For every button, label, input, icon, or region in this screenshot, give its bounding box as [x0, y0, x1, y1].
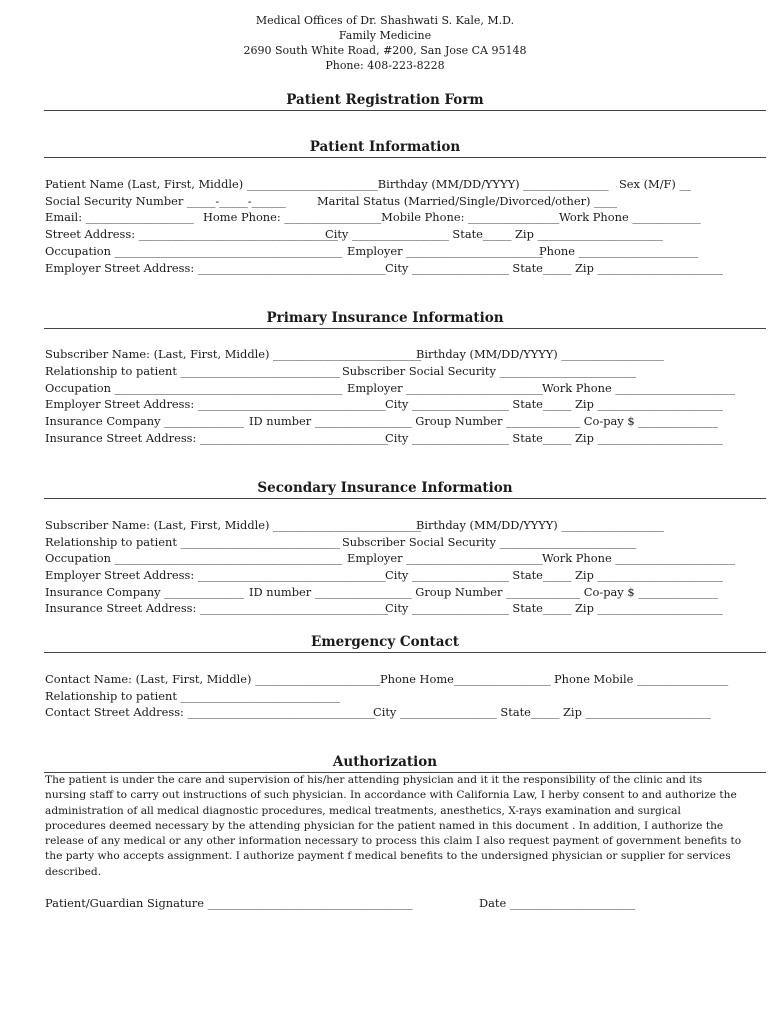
insurance-company-field[interactable]: Insurance Company ______________ [45, 414, 244, 428]
occupation-field[interactable]: Occupation ________________________________________ [45, 381, 343, 395]
insurance-address-field[interactable]: Insurance Street Address: _________________________________ [45, 431, 388, 445]
contact-city-state-zip-field[interactable]: City _________________ State_____ Zip ______________________ [373, 705, 711, 719]
section-title-primary-insurance: Primary Insurance Information [266, 310, 504, 326]
subscriber-birthday-field[interactable]: Birthday (MM/DD/YYYY) __________________ [416, 518, 664, 532]
work-phone-field[interactable]: Work Phone ____________ [559, 210, 701, 224]
divider [44, 498, 766, 499]
section-title-authorization: Authorization [332, 754, 438, 770]
work-phone-field[interactable]: Work Phone _____________________ [542, 381, 735, 395]
sex-field[interactable]: Sex (M/F) __ [619, 177, 691, 191]
form-line [45, 431, 723, 487]
occupation-field[interactable]: Occupation ________________________________________ [45, 244, 343, 258]
authorization-text: The patient is under the care and supervision of his/her attending physician and it it the responsibility of the clinic and its nursing staff to carry out instructions of such physician. In accordance with California Law, I herby consent to and authorize the administration of all medical diagnostic procedures, medical treatments, anesthetics, X-rays examination and surgical procedures deemed necessary by the attending physician for the patient named in this document . In addition, I authorize the release of any medical or any other information necessary to process this claim I also request payment of government benefits to the party who accepts assignment. I authorize payment f medical benefits to the undersigned physician or supplier for services described. [45, 774, 742, 878]
patient-name-birthday-field[interactable]: Patient Name (Last, First, Middle) _______________________Birthday (MM/DD/YYYY) _______________ [45, 177, 609, 191]
insurance-city-state-zip-field[interactable]: City _________________ State_____ Zip ______________________ [385, 601, 723, 615]
contact-phone-mobile-field[interactable]: Phone Mobile ________________ [554, 672, 729, 686]
employer-city-state-zip-field[interactable]: City _________________ State_____ Zip ______________________ [385, 568, 723, 582]
ssn-field[interactable]: Social Security Number _____-_____-______ [45, 194, 286, 208]
subscriber-name-field[interactable]: Subscriber Name: (Last, First, Middle) __________________________ [45, 347, 422, 361]
employer-address-field[interactable]: Employer Street Address: _________________________________ [45, 397, 386, 411]
employer-city-state-zip-field[interactable]: City _________________ State_____ Zip ______________________ [385, 397, 723, 411]
relationship-field[interactable]: Relationship to patient ____________________________ [45, 535, 341, 549]
date-field[interactable]: Date ______________________ [479, 896, 636, 910]
employer-field[interactable]: Employer ________________________ [347, 551, 543, 565]
employer-city-state-zip-field[interactable]: City _________________ State_____ Zip ______________________ [385, 261, 723, 275]
contact-name-field[interactable]: Contact Name: (Last, First, Middle) ______________________ [45, 672, 381, 686]
practice-address: 2690 South White Road, #200, San Jose CA 95148 [243, 44, 527, 57]
subscriber-birthday-field[interactable]: Birthday (MM/DD/YYYY) __________________ [416, 347, 664, 361]
insurance-city-state-zip-field[interactable]: City _________________ State_____ Zip ______________________ [385, 431, 723, 445]
signature-field[interactable]: Patient/Guardian Signature ____________________________________ [45, 896, 413, 910]
form-title: Patient Registration Form [286, 92, 484, 108]
occupation-field[interactable]: Occupation ________________________________________ [45, 551, 343, 565]
divider [44, 652, 766, 653]
employer-field[interactable]: Employer ________________________ [347, 381, 543, 395]
subscriber-ssn-field[interactable]: Subscriber Social Security ________________________ [342, 535, 637, 549]
street-address-field[interactable]: Street Address: ___________________________________ [45, 227, 338, 241]
relationship-field[interactable]: Relationship to patient ____________________________ [45, 364, 341, 378]
marital-status-field[interactable]: Marital Status (Married/Single/Divorced/other) ____ [317, 194, 617, 208]
practice-name: Medical Offices of Dr. Shashwati S. Kale, M.D. [255, 14, 515, 27]
form-line [45, 705, 711, 761]
section-title-patient: Patient Information [309, 139, 461, 155]
home-mobile-phone-field[interactable]: Home Phone: _________________Mobile Phone: ________________ [203, 210, 560, 224]
city-state-zip-field[interactable]: City _________________ State_____ Zip ______________________ [325, 227, 663, 241]
form-line [45, 261, 723, 317]
id-group-copay-field[interactable]: ID number _________________ Group Number _____________ Co-pay $ ______________ [249, 585, 718, 599]
contact-address-field[interactable]: Contact Street Address: _________________________________ [45, 705, 376, 719]
section-title-secondary-insurance: Secondary Insurance Information [257, 480, 513, 496]
employer-address-field[interactable]: Employer Street Address: _________________________________ [45, 261, 386, 275]
subscriber-ssn-field[interactable]: Subscriber Social Security ________________________ [342, 364, 637, 378]
divider [44, 157, 766, 158]
employer-field[interactable]: Employer ________________________ [347, 244, 543, 258]
contact-relationship-field[interactable]: Relationship to patient ____________________________ [45, 689, 341, 703]
employer-address-field[interactable]: Employer Street Address: _________________________________ [45, 568, 386, 582]
work-phone-field[interactable]: Work Phone _____________________ [542, 551, 735, 565]
insurance-company-field[interactable]: Insurance Company ______________ [45, 585, 244, 599]
divider [44, 110, 766, 111]
section-title-emergency: Emergency Contact [311, 634, 459, 650]
practice-phone: Phone: 408-223-8228 [325, 59, 445, 72]
practice-specialty: Family Medicine [338, 29, 432, 42]
employer-phone-field[interactable]: Phone _____________________ [539, 244, 699, 258]
divider [44, 328, 766, 329]
insurance-address-field[interactable]: Insurance Street Address: _________________________________ [45, 601, 388, 615]
contact-phone-home-field[interactable]: Phone Home_________________ [380, 672, 551, 686]
email-field[interactable]: Email: ___________________ [45, 210, 194, 224]
form-line [45, 896, 636, 938]
id-group-copay-field[interactable]: ID number _________________ Group Number _____________ Co-pay $ ______________ [249, 414, 718, 428]
subscriber-name-field[interactable]: Subscriber Name: (Last, First, Middle) __________________________ [45, 518, 422, 532]
